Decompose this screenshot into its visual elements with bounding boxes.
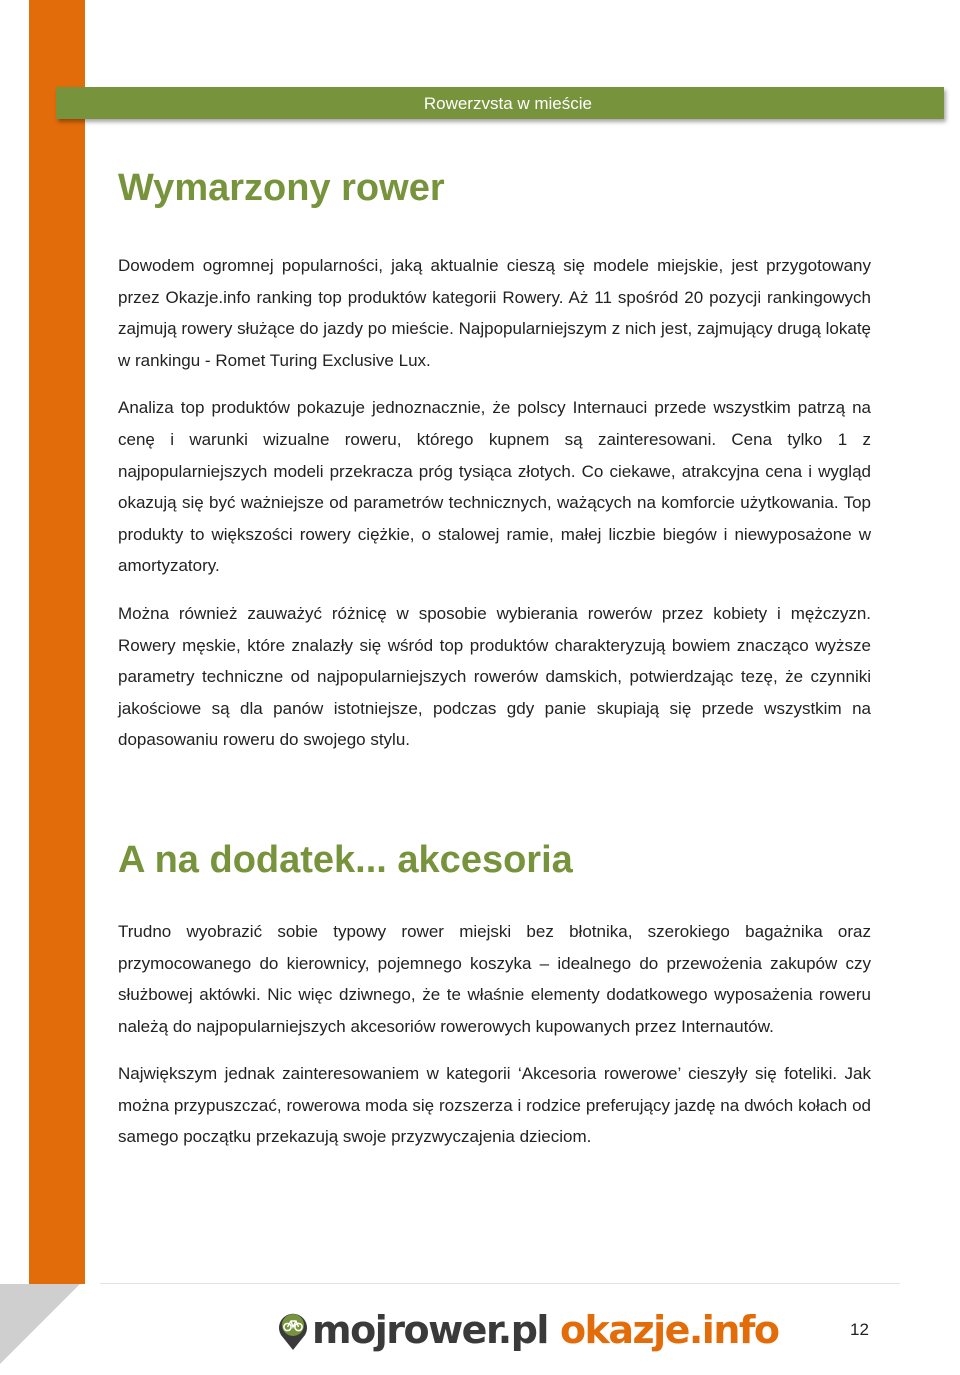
section-heading-2: A na dodatek... akcesoria bbox=[118, 838, 573, 881]
paragraph-3: Można również zauważyć różnicę w sposobie wybierania rowerów przez kobiety i mężczyzn. Rowery męskie, które znalazły się wśród top produktów charakteryzują bowiem znacząco wyższe parametry techniczne od najpopularniejszych rowerów damskich, potwierdzając tezę, że czynniki jakościowe są dla panów istotniejsze, podczas gdy panie skupiają się przede wszystkim na dopasowaniu roweru do swojego stylu. bbox=[118, 603, 871, 750]
logo-mojrower: mojrower.pl bbox=[312, 1308, 548, 1352]
page-content bbox=[118, 160, 871, 1169]
side-accent-bar bbox=[29, 0, 85, 1284]
header-title: Rowerzvsta w mieście bbox=[423, 94, 592, 113]
footer-divider bbox=[100, 1283, 900, 1284]
footer-logo bbox=[276, 1304, 779, 1356]
bicycle-icon bbox=[276, 1309, 310, 1351]
paragraph-4: Trudno wyobrazić sobie typowy rower miejski bez błotnika, szerokiego bagażnika oraz przymocowanego do kierownicy, pojemnego koszyka – idealnego do przewożenia zakupów czy służbowej aktówki. Nic więc dziwnego, że te właśnie elementy dodatkowego wyposażenia roweru należą do najpopularniejszych akcesoriów rowerowych kupowanych przez Internautów. bbox=[118, 921, 871, 1036]
running-header bbox=[56, 87, 944, 119]
paragraph-1: Dowodem ogromnej popularności, jaką aktualnie cieszą się modele miejskie, jest przygotowany przez Okazje.info ranking top produktów kategorii Rowery. Aż 11 spośród 20 pozycji rankingowych zajmują rowery służące do jazdy po mieście. Najpopularniejszym z nich jest, zajmujący drugą lokatę w rankingu - Romet Turing Exclusive Lux. bbox=[118, 256, 871, 370]
corner-decoration bbox=[0, 1284, 80, 1364]
logo-okazje: okazje.info bbox=[559, 1308, 779, 1352]
paragraph-2: Analiza top produktów pokazuje jednoznacznie, że polscy Internauci przede wszystkim patrzą na cenę i warunki wizualne roweru, którego kupnem są zainteresowani. Cena tylko 1 z najpopularniejszych modeli przekracza próg tysiąca złotych. Co ciekawe, atrakcyjna cena i wygląd okazują się być ważniejsze od parametrów technicznych, ważących na komforcie użytkowania. Top produkty to większości rowery ciężkie, o stalowej ramie, małej liczbie biegów i niewyposażone w amortyzatory. bbox=[118, 398, 871, 576]
paragraph-5: Największym jednak zainteresowaniem w kategorii ‘Akcesoria rowerowe’ cieszyły się foteliki. Jak można przypuszczać, rowerowa moda się rozszerza i rodzice preferujący jazdę na dwóch kołach od samego początku przekazują swoje przyzwyczajenia dzieciom. bbox=[118, 1064, 871, 1147]
page-number: 12 bbox=[850, 1320, 869, 1339]
section-heading-1: Wymarzony rower bbox=[118, 167, 445, 209]
